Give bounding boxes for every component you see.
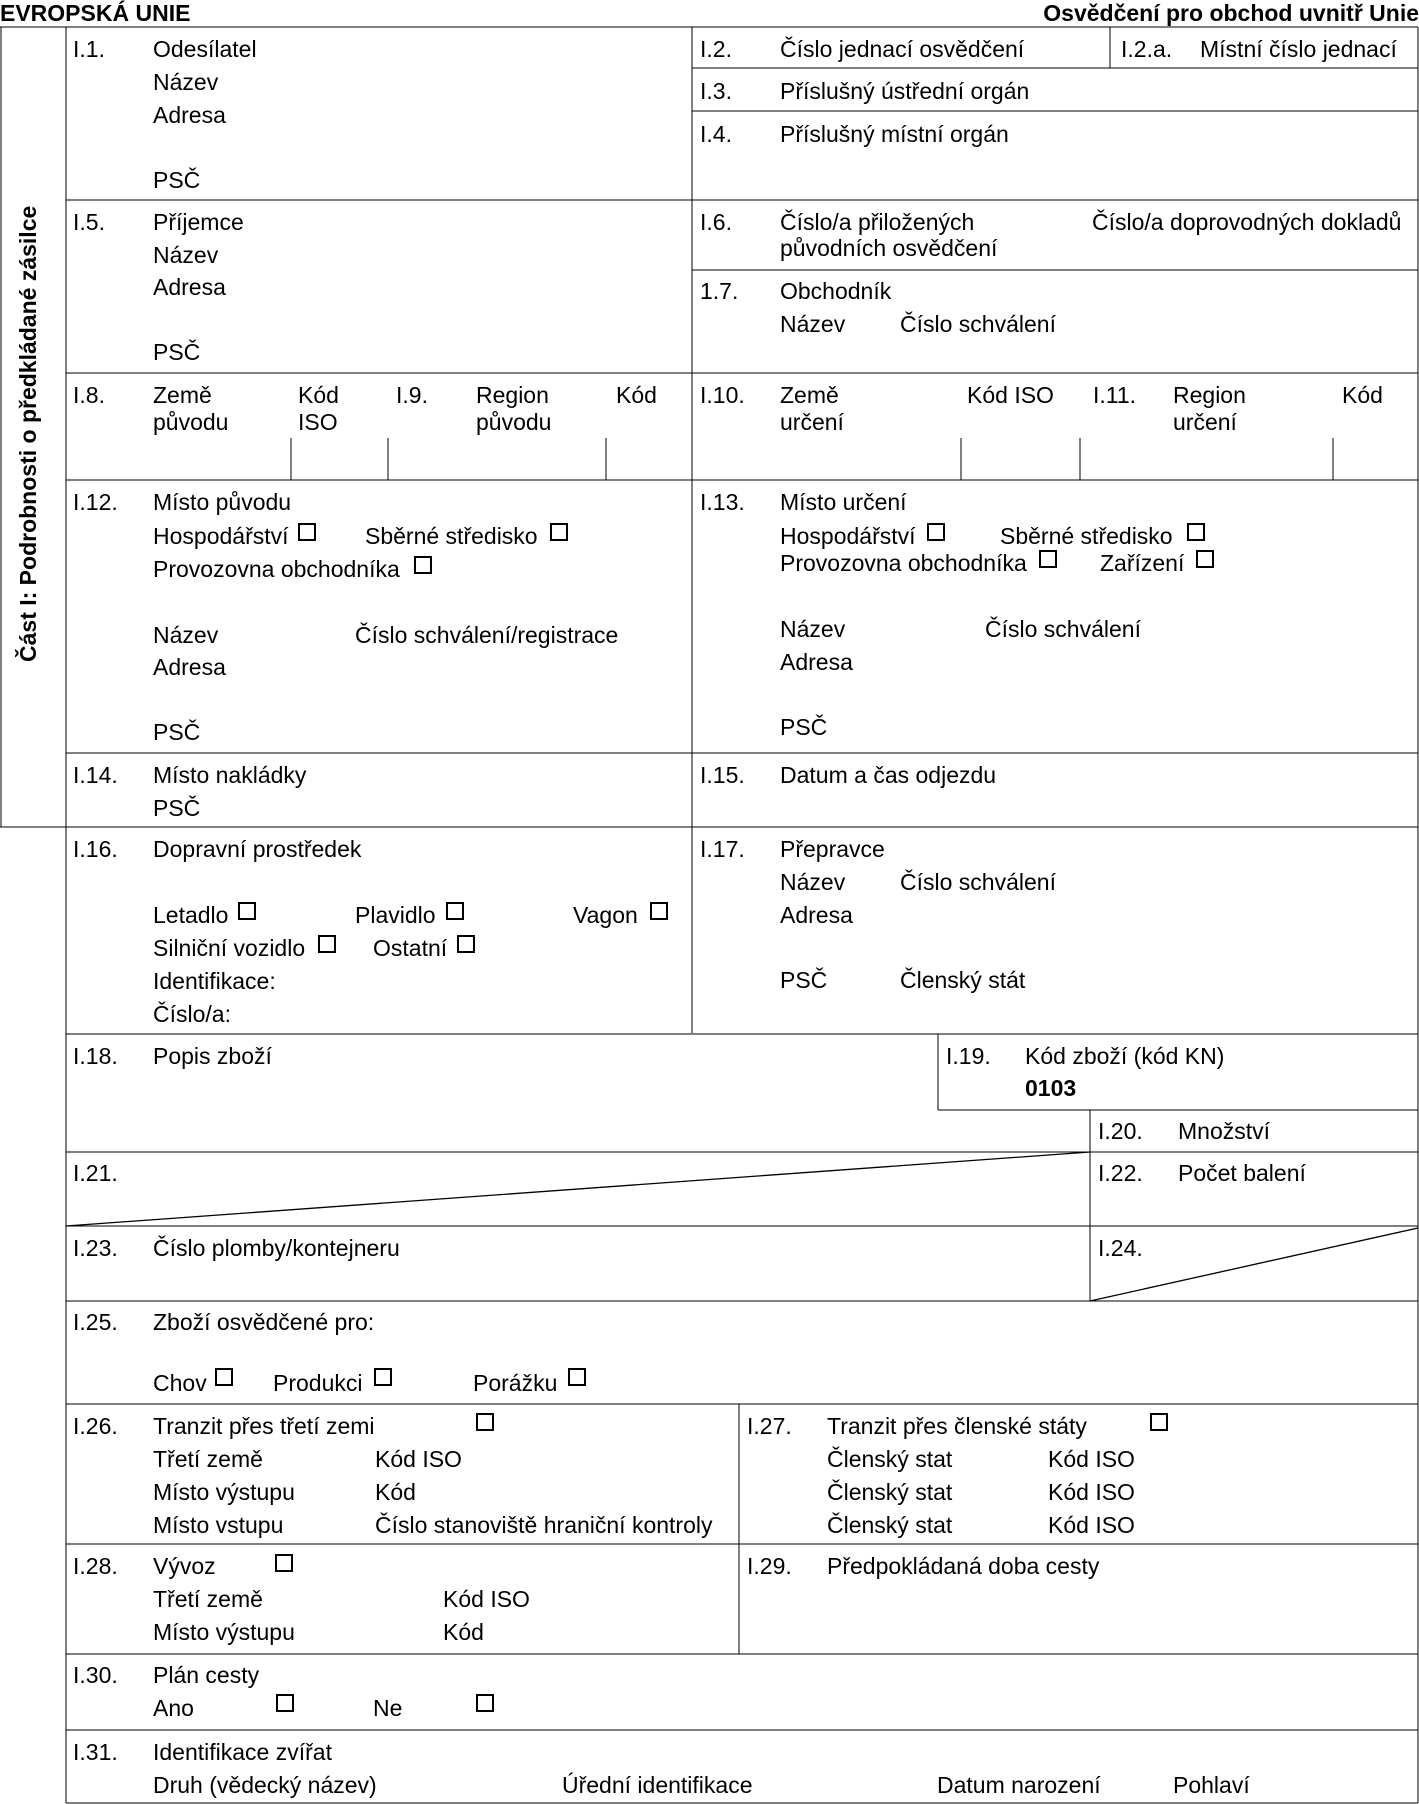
- header-title-right: Osvědčení pro obchod uvnitř Unie: [1043, 0, 1419, 26]
- checkbox-cb-127[interactable]: [1150, 1413, 1168, 1431]
- field-f-126-n: I.26.: [73, 1413, 118, 1439]
- checkbox-cb-126[interactable]: [476, 1413, 494, 1431]
- field-f-113-o4: Zařízení: [1100, 550, 1185, 576]
- field-f-11-n: I.1.: [73, 36, 105, 62]
- field-f-12-n: I.2.: [700, 36, 732, 62]
- field-f-116-o4: Silniční vozidlo: [153, 935, 306, 961]
- checkbox-cb-112-2[interactable]: [550, 523, 568, 541]
- field-f-126-c: Místo vstupu: [153, 1512, 284, 1538]
- field-f-117-a: Název: [780, 869, 846, 895]
- field-f-117-a2: Číslo schválení: [900, 869, 1056, 895]
- field-f-15-b: Adresa: [153, 274, 226, 300]
- field-f-117-b: Adresa: [780, 902, 853, 928]
- field-f-113-l: Místo určení: [780, 489, 907, 515]
- field-f-114-l: Místo nakládky: [153, 762, 307, 788]
- field-f-15-c: PSČ: [153, 339, 201, 365]
- field-f-17-a: Název: [780, 311, 846, 337]
- field-f-126-a: Třetí země: [153, 1446, 263, 1472]
- field-f-18-k1: Kód: [298, 382, 339, 408]
- checkbox-cb-116-2[interactable]: [446, 902, 464, 920]
- field-f-124-n: I.24.: [1098, 1235, 1143, 1261]
- field-f-12a-l: Místní číslo jednací: [1200, 36, 1397, 62]
- field-f-118-l: Popis zboží: [153, 1043, 272, 1069]
- field-f-110-k: Kód ISO: [967, 382, 1054, 408]
- checkbox-cb-130-1[interactable]: [276, 1694, 294, 1712]
- field-f-16-l1: Číslo/a přiložených: [780, 209, 975, 235]
- side-section-title: Část I: Podrobnosti o předkládané zásilce: [15, 205, 41, 662]
- field-f-18-l2: původu: [153, 409, 229, 435]
- field-f-115-l: Datum a čas odjezdu: [780, 762, 997, 788]
- field-f-116-o1: Letadlo: [153, 902, 229, 928]
- field-f-128-b: Místo výstupu: [153, 1619, 295, 1645]
- field-f-19-k: Kód: [616, 382, 657, 408]
- checkbox-cb-125-1[interactable]: [215, 1368, 233, 1386]
- field-f-125-o3: Porážku: [473, 1370, 558, 1396]
- checkbox-cb-116-1[interactable]: [238, 902, 256, 920]
- checkbox-cb-112-3[interactable]: [414, 556, 432, 574]
- field-f-123-l: Číslo plomby/kontejneru: [153, 1235, 400, 1261]
- field-f-112-o3: Provozovna obchodníka: [153, 556, 400, 582]
- field-f-12a-n: I.2.a.: [1121, 36, 1173, 62]
- field-f-130-o1: Ano: [153, 1695, 194, 1721]
- field-f-116-l: Dopravní prostředek: [153, 836, 362, 862]
- field-f-17-b: Číslo schválení: [900, 311, 1056, 337]
- field-f-18-k2: ISO: [298, 409, 338, 435]
- field-f-110-n: I.10.: [700, 382, 745, 408]
- field-f-129-n: I.29.: [747, 1553, 792, 1579]
- header-title-left: EVROPSKÁ UNIE: [0, 0, 191, 26]
- field-f-112-o2: Sběrné středisko: [365, 523, 538, 549]
- field-f-112-o1: Hospodářství: [153, 523, 289, 549]
- field-f-17-l: Obchodník: [780, 278, 892, 304]
- field-f-130-l: Plán cesty: [153, 1662, 260, 1688]
- field-f-122-n: I.22.: [1098, 1160, 1143, 1186]
- field-f-113-o1: Hospodářství: [780, 523, 916, 549]
- field-f-113-o3: Provozovna obchodníka: [780, 550, 1027, 576]
- field-f-111-l1: Region: [1173, 382, 1246, 408]
- field-f-116-o2: Plavidlo: [355, 902, 436, 928]
- field-f-113-a2: Číslo schválení: [985, 616, 1141, 642]
- field-f-125-n: I.25.: [73, 1309, 118, 1335]
- field-f-19-n: I.9.: [396, 382, 428, 408]
- field-f-127-n: I.27.: [747, 1413, 792, 1439]
- field-f-131-c: Datum narození: [937, 1772, 1101, 1798]
- field-f-11-l: Odesílatel: [153, 36, 257, 62]
- field-f-130-o2: Ne: [373, 1695, 403, 1721]
- field-f-114-c: PSČ: [153, 795, 201, 821]
- field-f-126-c2: Číslo stanoviště hraniční kontroly: [375, 1512, 713, 1538]
- field-f-115-n: I.15.: [700, 762, 745, 788]
- field-f-111-l2: určení: [1173, 409, 1237, 435]
- field-f-112-n: I.12.: [73, 489, 118, 515]
- field-f-116-b: Číslo/a:: [153, 1001, 231, 1027]
- field-f-112-b: Adresa: [153, 654, 226, 680]
- checkbox-cb-112-1[interactable]: [298, 523, 316, 541]
- checkbox-cb-125-2[interactable]: [374, 1368, 392, 1386]
- field-f-113-b: Adresa: [780, 649, 853, 675]
- field-f-110-l2: určení: [780, 409, 844, 435]
- checkbox-cb-125-3[interactable]: [568, 1368, 586, 1386]
- field-f-131-d: Pohlaví: [1173, 1772, 1250, 1798]
- field-f-16-r: Číslo/a doprovodných dokladů: [1092, 209, 1402, 235]
- field-f-12-l: Číslo jednací osvědčení: [780, 36, 1025, 62]
- field-f-125-o2: Produkci: [273, 1370, 363, 1396]
- field-f-126-b: Místo výstupu: [153, 1479, 295, 1505]
- field-f-127-b2: Kód ISO: [1048, 1479, 1135, 1505]
- field-f-121-n: I.21.: [73, 1160, 118, 1186]
- checkbox-cb-113-4[interactable]: [1196, 550, 1214, 568]
- field-f-129-l: Předpokládaná doba cesty: [827, 1553, 1100, 1579]
- field-f-16-l2: původních osvědčení: [780, 235, 998, 261]
- field-f-112-c: PSČ: [153, 719, 201, 745]
- field-f-116-o3: Vagon: [573, 902, 638, 928]
- field-f-116-a: Identifikace:: [153, 968, 276, 994]
- field-f-113-a: Název: [780, 616, 846, 642]
- checkbox-cb-113-1[interactable]: [927, 523, 945, 541]
- field-f-18-l1: Země: [153, 382, 212, 408]
- field-f-18-n: I.8.: [73, 382, 105, 408]
- checkbox-cb-116-3[interactable]: [650, 902, 668, 920]
- field-f-130-n: I.30.: [73, 1662, 118, 1688]
- field-f-131-a: Druh (vědecký název): [153, 1772, 377, 1798]
- checkbox-cb-113-3[interactable]: [1039, 550, 1057, 568]
- field-f-127-b: Členský stat: [827, 1479, 953, 1505]
- field-f-128-l: Vývoz: [153, 1553, 216, 1579]
- field-f-113-n: I.13.: [700, 489, 745, 515]
- field-f-112-a: Název: [153, 622, 219, 648]
- field-f-15-l: Příjemce: [153, 209, 244, 235]
- field-f-11-b: Adresa: [153, 102, 226, 128]
- field-f-125-l: Zboží osvědčené pro:: [153, 1309, 375, 1335]
- field-f-15-a: Název: [153, 242, 219, 268]
- checkbox-cb-116-4[interactable]: [318, 935, 336, 953]
- checkbox-cb-113-2[interactable]: [1187, 523, 1205, 541]
- field-f-120-l: Množství: [1178, 1118, 1271, 1144]
- field-f-113-c: PSČ: [780, 714, 828, 740]
- field-f-13-n: I.3.: [700, 78, 732, 104]
- field-f-127-a: Členský stat: [827, 1446, 953, 1472]
- field-f-119-v: 0103: [1025, 1075, 1077, 1101]
- checkbox-cb-130-2[interactable]: [476, 1694, 494, 1712]
- field-f-117-n: I.17.: [700, 836, 745, 862]
- field-f-119-l: Kód zboží (kód KN): [1025, 1043, 1225, 1069]
- field-f-11-a: Název: [153, 69, 219, 95]
- field-f-17-n: 1.7.: [700, 278, 739, 304]
- field-f-112-a2: Číslo schválení/registrace: [355, 622, 619, 648]
- field-f-131-b: Úřední identifikace: [562, 1772, 753, 1798]
- field-f-128-b2: Kód: [443, 1619, 484, 1645]
- field-f-13-l: Příslušný ústřední orgán: [780, 78, 1030, 104]
- field-f-110-l1: Země: [780, 382, 839, 408]
- field-f-126-b2: Kód: [375, 1479, 416, 1505]
- field-f-118-n: I.18.: [73, 1043, 118, 1069]
- field-f-111-n: I.11.: [1093, 382, 1137, 408]
- field-f-119-n: I.19.: [946, 1043, 991, 1069]
- field-f-126-a2: Kód ISO: [375, 1446, 462, 1472]
- field-f-128-n: I.28.: [73, 1553, 118, 1579]
- checkbox-cb-128[interactable]: [275, 1554, 293, 1572]
- field-f-122-l: Počet balení: [1178, 1160, 1306, 1186]
- field-f-120-n: I.20.: [1098, 1118, 1143, 1144]
- field-f-126-l: Tranzit přes třetí zemi: [153, 1413, 375, 1439]
- field-f-125-o1: Chov: [153, 1370, 207, 1396]
- field-f-19-l2: původu: [476, 409, 552, 435]
- field-f-14-l: Příslušný místní orgán: [780, 121, 1009, 147]
- field-f-14-n: I.4.: [700, 121, 732, 147]
- field-f-128-a2: Kód ISO: [443, 1586, 530, 1612]
- field-f-111-k: Kód: [1342, 382, 1383, 408]
- field-f-16-n: I.6.: [700, 209, 732, 235]
- field-f-112-l: Místo původu: [153, 489, 292, 515]
- field-f-19-l1: Region: [476, 382, 549, 408]
- field-f-127-l: Tranzit přes členské státy: [827, 1413, 1087, 1439]
- field-f-127-c: Členský stat: [827, 1512, 953, 1538]
- field-f-127-c2: Kód ISO: [1048, 1512, 1135, 1538]
- field-f-117-c2: Členský stát: [900, 967, 1026, 993]
- field-f-128-a: Třetí země: [153, 1586, 263, 1612]
- field-f-15-n: I.5.: [73, 209, 105, 235]
- field-f-117-l: Přepravce: [780, 836, 885, 862]
- field-f-11-c: PSČ: [153, 167, 201, 193]
- field-f-117-c: PSČ: [780, 967, 828, 993]
- field-f-127-a2: Kód ISO: [1048, 1446, 1135, 1472]
- field-f-116-n: I.16.: [73, 836, 118, 862]
- checkbox-cb-116-5[interactable]: [457, 935, 475, 953]
- field-f-131-l: Identifikace zvířat: [153, 1739, 332, 1765]
- field-f-114-n: I.14.: [73, 762, 118, 788]
- field-f-131-n: I.31.: [73, 1739, 118, 1765]
- field-f-116-o5: Ostatní: [373, 935, 448, 961]
- field-f-123-n: I.23.: [73, 1235, 118, 1261]
- field-f-113-o2: Sběrné středisko: [1000, 523, 1173, 549]
